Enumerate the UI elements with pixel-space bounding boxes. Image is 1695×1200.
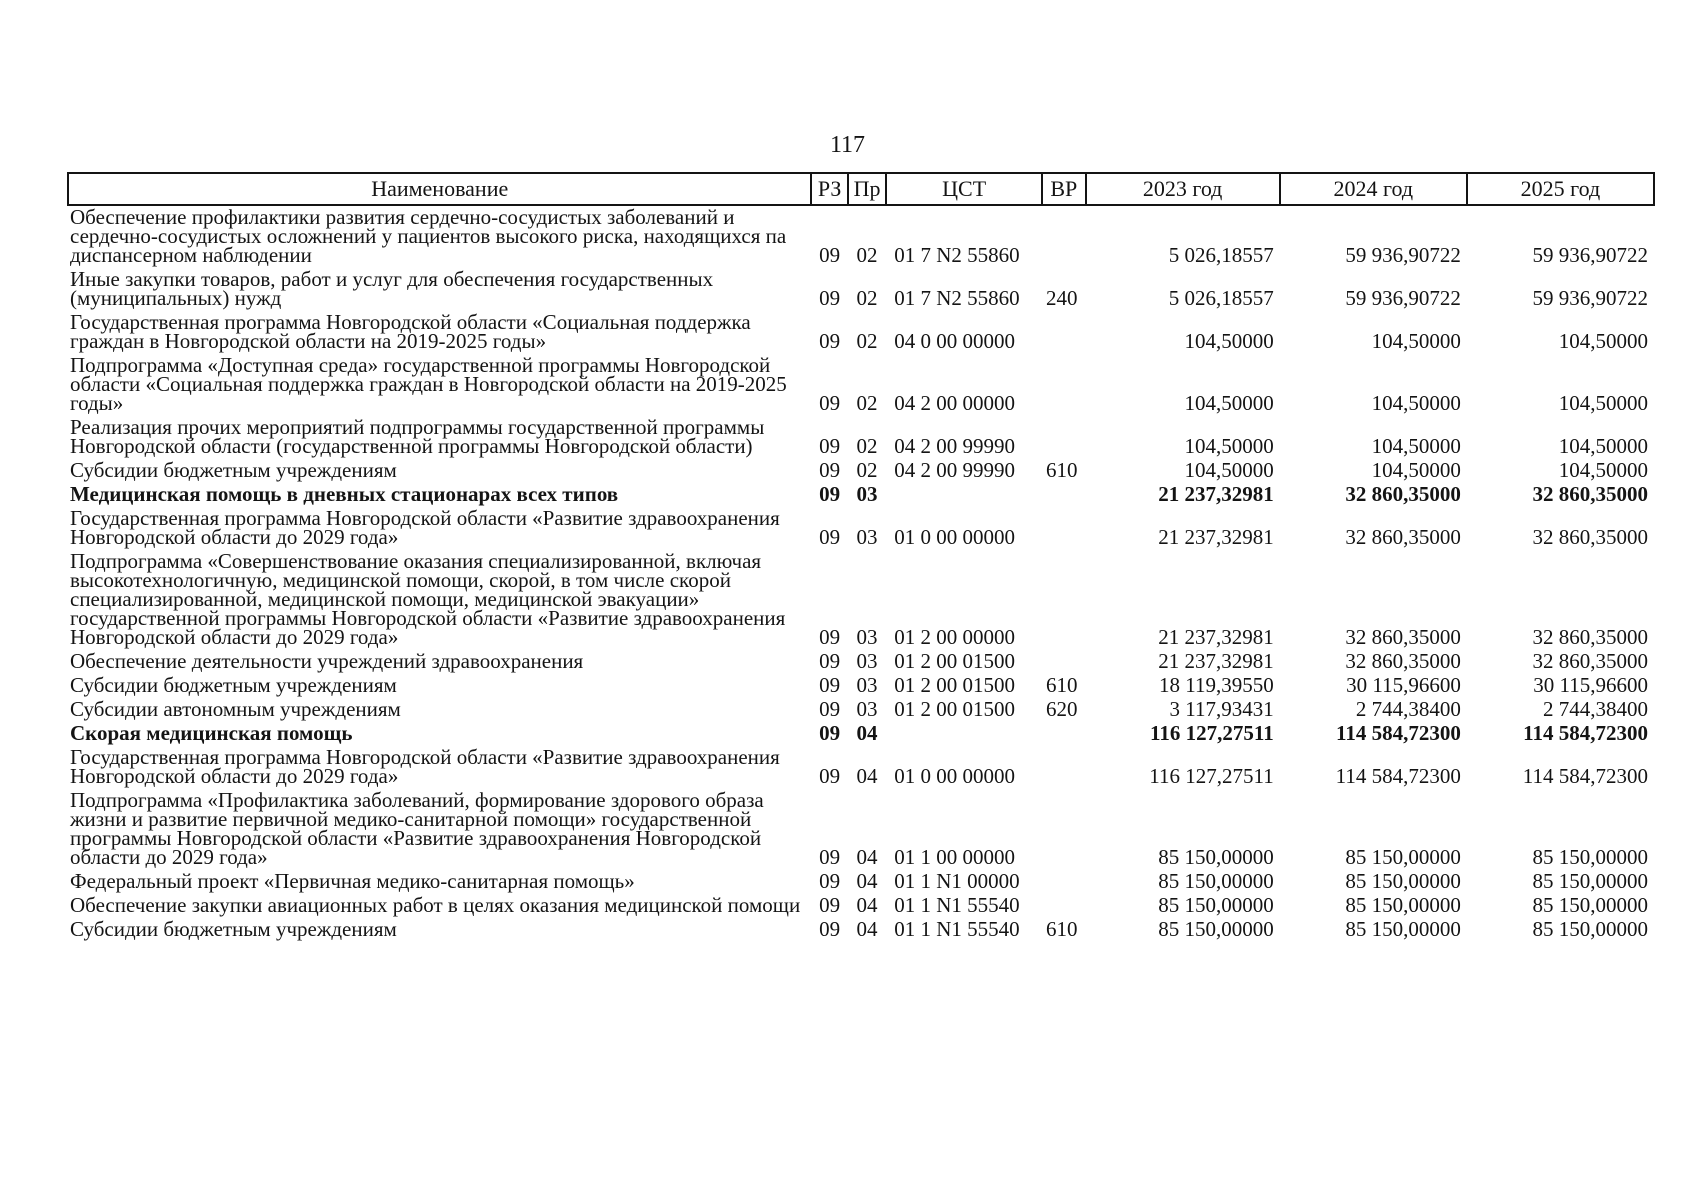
cell-2025: 114 584,72300	[1522, 764, 1648, 788]
table-row	[68, 722, 1654, 746]
cell-rz: 09	[819, 482, 841, 506]
cell-cst: 01 7 N2 55860	[894, 286, 1020, 310]
cell-2025: 30 115,96600	[1533, 673, 1648, 697]
cell-2023: 18 119,39550	[1158, 673, 1274, 697]
cell-2024: 104,50000	[1371, 329, 1461, 353]
cell-2025: 104,50000	[1558, 329, 1648, 353]
cell-cst: 01 1 00 00000	[894, 845, 1016, 869]
cell-rz: 09	[819, 869, 841, 893]
cell-2024: 2 744,38400	[1355, 697, 1461, 721]
cell-2025: 85 150,00000	[1532, 845, 1648, 869]
cell-vr	[1042, 894, 1085, 918]
cell-rz: 09	[819, 764, 841, 788]
table-row	[68, 459, 1654, 483]
cell-2023: 85 150,00000	[1158, 917, 1274, 941]
cell-pr: 03	[856, 525, 878, 549]
cell-rz: 09	[819, 286, 841, 310]
cell-2024: 32 860,35000	[1345, 482, 1461, 506]
cell-cst: 04 2 00 99990	[894, 434, 1016, 458]
cell-rz: 09	[819, 697, 841, 721]
table-row	[68, 698, 1654, 722]
table-row	[68, 483, 1654, 507]
cell-cst: 04 2 00 99990	[894, 458, 1016, 482]
cell-pr: 02	[856, 243, 878, 267]
cell-name: Скорая медицинская помощь	[70, 721, 353, 745]
cell-2023: 5 026,18557	[1168, 286, 1274, 310]
cell-pr: 04	[856, 845, 878, 869]
cell-2023: 21 237,32981	[1158, 649, 1274, 673]
cell-2024: 59 936,90722	[1345, 243, 1461, 267]
cell-name: Медицинская помощь в дневных стационарах всех типов	[70, 482, 619, 506]
header-2025: 2025 год	[1467, 173, 1654, 205]
table-row	[68, 550, 1654, 650]
header-name: Наименование	[68, 173, 811, 205]
cell-pr: 04	[856, 764, 878, 788]
cell-pr: 04	[856, 721, 878, 745]
cell-pr: 02	[856, 391, 878, 415]
cell-vr	[1042, 722, 1085, 746]
table-header-row	[68, 173, 1654, 205]
cell-pr: 03	[856, 482, 878, 506]
cell-rz: 09	[819, 525, 841, 549]
cell-rz: 09	[819, 391, 841, 415]
cell-rz: 09	[819, 243, 841, 267]
header-rz: РЗ	[811, 173, 847, 205]
cell-name: Государственная программа Новгородской области «Социальная поддержка граждан в Новгородской области на 2019-2025 годы»	[70, 310, 751, 353]
cell-2023: 85 150,00000	[1158, 845, 1274, 869]
header-2023: 2023 год	[1086, 173, 1280, 205]
cell-vr	[1042, 550, 1085, 650]
cell-rz: 09	[819, 434, 841, 458]
cell-rz: 09	[819, 673, 841, 697]
table-row	[68, 268, 1654, 311]
cell-name: Обеспечение деятельности учреждений здравоохранения	[70, 649, 584, 673]
cell-2023: 85 150,00000	[1158, 869, 1274, 893]
cell-name: Субсидии бюджетным учреждениям	[70, 673, 397, 697]
cell-2025: 85 150,00000	[1532, 917, 1648, 941]
cell-2024: 30 115,96600	[1346, 673, 1461, 697]
cell-rz: 09	[819, 329, 841, 353]
cell-vr: 610	[1046, 917, 1078, 941]
header-cst: ЦСТ	[886, 173, 1042, 205]
cell-vr: 620	[1046, 697, 1078, 721]
cell-2025: 59 936,90722	[1532, 243, 1648, 267]
cell-2025: 32 860,35000	[1532, 525, 1648, 549]
cell-2023: 3 117,93431	[1169, 697, 1274, 721]
cell-name: Субсидии бюджетным учреждениям	[70, 917, 397, 941]
cell-2025: 85 150,00000	[1532, 893, 1648, 917]
cell-2023: 104,50000	[1184, 329, 1274, 353]
cell-vr	[1042, 311, 1085, 354]
cell-2024: 85 150,00000	[1345, 893, 1461, 917]
cell-rz: 09	[819, 845, 841, 869]
cell-vr: 610	[1046, 673, 1078, 697]
cell-name: Субсидии бюджетным учреждениям	[70, 458, 397, 482]
cell-2024: 85 150,00000	[1345, 869, 1461, 893]
cell-2024: 85 150,00000	[1345, 845, 1461, 869]
cell-cst: 04 0 00 00000	[894, 329, 1016, 353]
table-row	[68, 650, 1654, 674]
cell-vr	[1042, 870, 1085, 894]
cell-name: Обеспечение профилактики развития сердечно-сосудистых заболеваний и сердечно-сосудистых осложнений у пациентов высокого риска, находящихся па диспансерном наблюдении	[70, 205, 787, 267]
cell-2025: 104,50000	[1558, 391, 1648, 415]
cell-vr	[1042, 416, 1085, 459]
cell-name: Субсидии автономным учреждениям	[70, 697, 401, 721]
cell-2025: 32 860,35000	[1532, 625, 1648, 649]
cell-cst: 01 2 00 00000	[894, 625, 1016, 649]
page-number: 117	[829, 132, 866, 158]
cell-2025: 104,50000	[1558, 458, 1648, 482]
cell-pr: 02	[856, 329, 878, 353]
cell-cst: 04 2 00 00000	[894, 391, 1016, 415]
cell-cst	[886, 483, 1042, 507]
cell-name: Иные закупки товаров, работ и услуг для обеспечения государственных (муниципальных) нужд	[70, 267, 714, 310]
cell-pr: 02	[856, 434, 878, 458]
cell-2024: 32 860,35000	[1345, 625, 1461, 649]
cell-2025: 59 936,90722	[1532, 286, 1648, 310]
table-body	[68, 205, 1654, 942]
cell-2025: 85 150,00000	[1532, 869, 1648, 893]
cell-rz: 09	[819, 649, 841, 673]
cell-name: Государственная программа Новгородской области «Развитие здравоохранения Новгородской области до 2029 года»	[70, 745, 780, 788]
cell-2024: 32 860,35000	[1345, 525, 1461, 549]
cell-2024: 114 584,72300	[1335, 764, 1461, 788]
cell-vr: 610	[1046, 458, 1078, 482]
table-row	[68, 918, 1654, 942]
cell-2023: 116 127,27511	[1150, 721, 1274, 745]
cell-vr	[1042, 789, 1085, 870]
cell-pr: 03	[856, 697, 878, 721]
header-vr: ВР	[1042, 173, 1085, 205]
cell-2025: 104,50000	[1558, 434, 1648, 458]
cell-rz: 09	[819, 917, 841, 941]
cell-rz: 09	[819, 458, 841, 482]
cell-name: Реализация прочих мероприятий подпрограммы государственной программы Новгородской области (государственной программы Новгородской области)	[70, 415, 765, 458]
table-row	[68, 416, 1654, 459]
cell-pr: 04	[856, 917, 878, 941]
cell-cst: 01 2 00 01500	[894, 649, 1016, 673]
table-row	[68, 674, 1654, 698]
cell-name: Подпрограмма «Совершенствование оказания специализированной, включая высокотехнологичную, медицинской помощи, скорой, в том числе скорой специализированной, медицинской помощи, медицинской эвакуации» государственной программы Новгородской области «Развитие здравоохранения Новгородской области до 2029 года»	[70, 549, 786, 649]
cell-2023: 116 127,27511	[1149, 764, 1274, 788]
cell-2025: 32 860,35000	[1532, 482, 1648, 506]
table-row	[68, 507, 1654, 550]
cell-cst: 01 2 00 01500	[894, 697, 1016, 721]
cell-2023: 104,50000	[1184, 391, 1274, 415]
cell-2023: 85 150,00000	[1158, 893, 1274, 917]
table-row	[68, 789, 1654, 870]
cell-vr	[1042, 746, 1085, 789]
cell-2025: 114 584,72300	[1523, 721, 1648, 745]
cell-rz: 09	[819, 721, 841, 745]
cell-2025: 2 744,38400	[1543, 697, 1648, 721]
cell-name: Подпрограмма «Доступная среда» государственной программы Новгородской области «Социальная поддержка граждан в Новгородской области на 2019-2025 годы»	[70, 353, 787, 415]
cell-vr	[1042, 650, 1085, 674]
header-pr: Пр	[848, 173, 886, 205]
cell-2024: 59 936,90722	[1345, 286, 1461, 310]
cell-2023: 5 026,18557	[1168, 243, 1274, 267]
cell-name: Обеспечение закупки авиационных работ в целях оказания медицинской помощи	[70, 893, 801, 917]
cell-cst: 01 1 N1 55540	[894, 917, 1020, 941]
cell-cst: 01 1 N1 55540	[894, 893, 1020, 917]
cell-vr: 240	[1046, 286, 1078, 310]
cell-2024: 114 584,72300	[1335, 721, 1461, 745]
cell-name: Федеральный проект «Первичная медико-санитарная помощь»	[70, 869, 635, 893]
cell-2024: 104,50000	[1371, 391, 1461, 415]
cell-name: Подпрограмма «Профилактика заболеваний, формирование здорового образа жизни и развитие первичной медико-санитарной помощи» государственной программы Новгородской области «Развитие здравоохранения Новгородской области до 2029 года»	[70, 788, 764, 869]
cell-name: Государственная программа Новгородской области «Развитие здравоохранения Новгородской области до 2029 года»	[70, 506, 780, 549]
cell-2023: 21 237,32981	[1158, 482, 1274, 506]
cell-pr: 03	[856, 673, 878, 697]
table-row	[68, 870, 1654, 894]
cell-cst: 01 1 N1 00000	[894, 869, 1020, 893]
cell-2023: 21 237,32981	[1158, 625, 1274, 649]
cell-rz: 09	[819, 625, 841, 649]
table-row	[68, 205, 1654, 268]
cell-pr: 02	[856, 458, 878, 482]
cell-2024: 104,50000	[1371, 458, 1461, 482]
cell-vr	[1042, 205, 1085, 268]
cell-pr: 04	[856, 893, 878, 917]
cell-pr: 02	[856, 286, 878, 310]
cell-pr: 03	[856, 625, 878, 649]
table-row	[68, 311, 1654, 354]
cell-2023: 104,50000	[1184, 458, 1274, 482]
table-row	[68, 746, 1654, 789]
cell-2024: 85 150,00000	[1345, 917, 1461, 941]
cell-vr	[1042, 507, 1085, 550]
cell-cst: 01 2 00 01500	[894, 673, 1016, 697]
cell-pr: 03	[856, 649, 878, 673]
table-row	[68, 354, 1654, 416]
budget-table	[67, 172, 1655, 942]
table-row	[68, 894, 1654, 918]
cell-pr: 04	[856, 869, 878, 893]
cell-cst: 01 7 N2 55860	[894, 243, 1020, 267]
cell-2023: 104,50000	[1184, 434, 1274, 458]
cell-2024: 104,50000	[1371, 434, 1461, 458]
cell-cst	[886, 722, 1042, 746]
cell-2025: 32 860,35000	[1532, 649, 1648, 673]
cell-2023: 21 237,32981	[1158, 525, 1274, 549]
cell-2024: 32 860,35000	[1345, 649, 1461, 673]
cell-vr	[1042, 354, 1085, 416]
cell-cst: 01 0 00 00000	[894, 525, 1016, 549]
cell-rz: 09	[819, 893, 841, 917]
header-2024: 2024 год	[1280, 173, 1467, 205]
cell-cst: 01 0 00 00000	[894, 764, 1016, 788]
cell-vr	[1042, 483, 1085, 507]
